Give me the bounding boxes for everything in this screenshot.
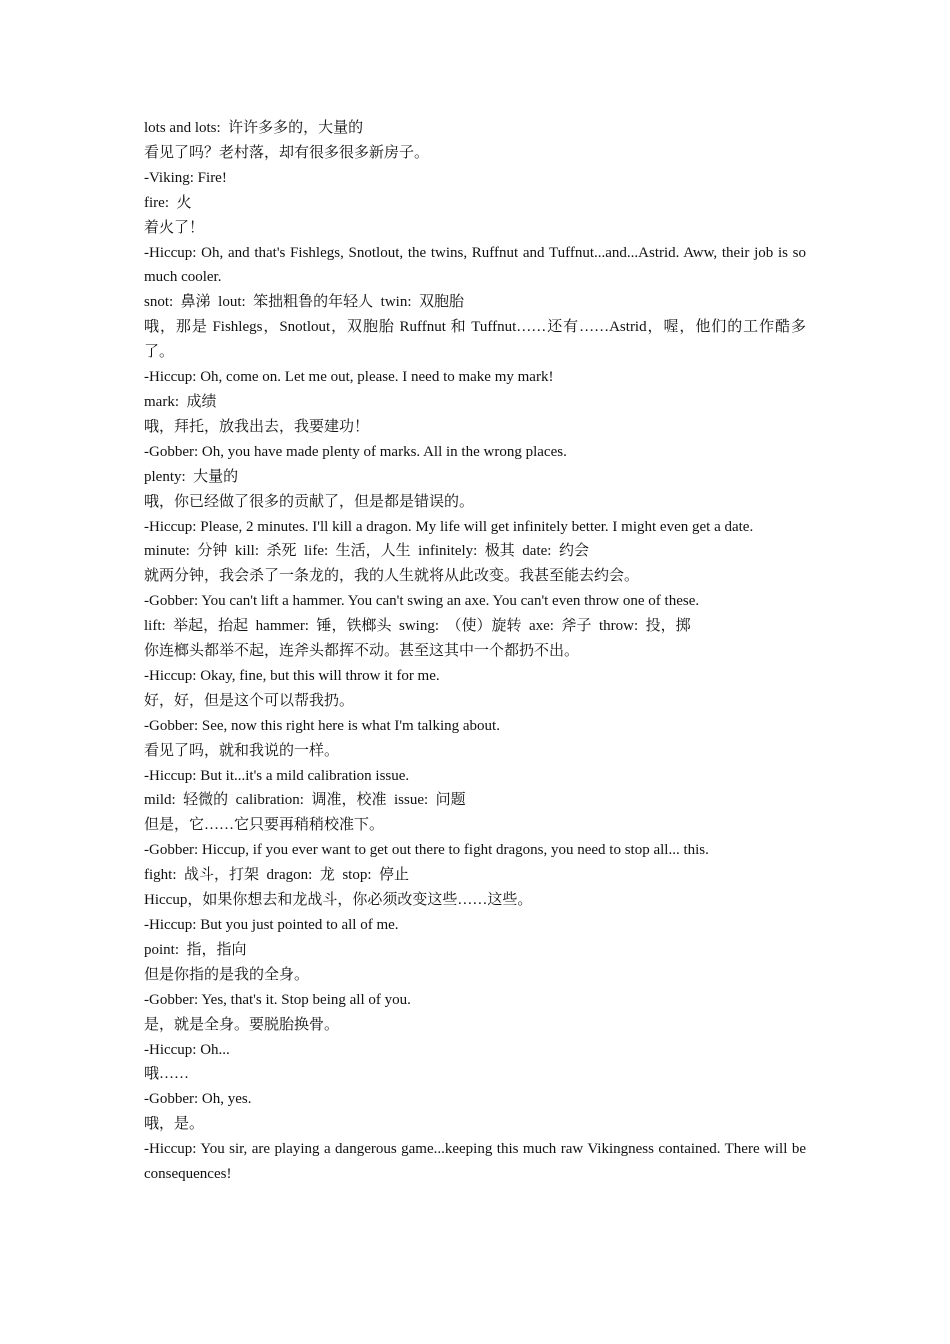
chinese-translation-line: 是，就是全身。要脱胎换骨。	[144, 1016, 340, 1033]
vocab-line: fire: 火	[144, 194, 192, 211]
vocab-line: lift: 举起，抬起 hammer: 锤，铁榔头 swing: （使）旋转 axe: 斧子 throw: 投，掷	[144, 618, 691, 635]
chinese-translation-line: 哦，是。	[144, 1116, 205, 1133]
dialogue-line: -Gobber: Oh, you have made plenty of marks. All in the wrong places.	[144, 443, 567, 460]
chinese-translation-line: 看见了吗？老村落，却有很多很多新房子。	[144, 144, 430, 161]
vocab-line: lots and lots: 许许多多的，大量的	[144, 120, 364, 136]
vocab-line: fight: 战斗，打架 dragon: 龙 stop: 停止	[144, 867, 409, 884]
dialogue-line: -Hiccup: Oh, come on. Let me out, please. I need to make my mark!	[144, 369, 554, 386]
chinese-translation-line: 哦，拜托，放我出去，我要建功！	[144, 418, 370, 435]
chinese-translation-line: 好，好，但是这个可以帮我扔。	[144, 692, 355, 709]
chinese-translation-line: 哦……	[144, 1066, 190, 1083]
chinese-translation-line: 看见了吗，就和我说的一样。	[144, 742, 340, 759]
vocab-line: mild: 轻微的 calibration: 调准，校准 issue: 问题	[144, 792, 466, 809]
dialogue-line: -Gobber: See, now this right here is what I'm talking about.	[144, 717, 500, 734]
chinese-translation-line: 哦，那是 Fishlegs，Snotlout，双胞胎 Ruffnut 和 Tuffnut……还有……Astrid，喔，他们的工作酷多了。	[144, 319, 806, 361]
dialogue-line: -Hiccup: Okay, fine, but this will throw it for me.	[144, 667, 440, 684]
document-body	[144, 116, 810, 1187]
dialogue-line: -Gobber: You can't lift a hammer. You can't swing an axe. You can't even throw one of these.	[144, 593, 700, 610]
chinese-translation-line: 你连榔头都举不起，连斧头都挥不动。甚至这其中一个都扔不出。	[144, 643, 580, 660]
dialogue-line: -Hiccup: Please, 2 minutes. I'll kill a dragon. My life will get infinitely better. I might even get a date.	[144, 518, 754, 535]
vocab-line: minute: 分钟 kill: 杀死 life: 生活，人生 infinitely: 极其 date: 约会	[144, 543, 589, 560]
vocab-line: snot: 鼻涕 lout: 笨拙粗鲁的年轻人 twin: 双胞胎	[144, 294, 465, 311]
dialogue-line: -Hiccup: But you just pointed to all of me.	[144, 917, 399, 933]
dialogue-line: -Gobber: Yes, that's it. Stop being all of you.	[144, 991, 411, 1008]
chinese-translation-line: 着火了！	[144, 219, 205, 236]
chinese-translation-line: 但是你指的是我的全身。	[144, 966, 310, 983]
chinese-translation-line: 但是，它……它只要再稍稍校准下。	[144, 817, 385, 834]
dialogue-line: -Hiccup: You sir, are playing a dangerous game...keeping this much raw Vikingness contained. There will be consequences!	[144, 1141, 810, 1183]
chinese-translation-line: Hiccup，如果你想去和龙战斗，你必须改变这些……这些。	[144, 892, 533, 909]
dialogue-line: -Gobber: Oh, yes.	[144, 1091, 252, 1108]
vocab-line: point: 指，指向	[144, 941, 247, 958]
dialogue-line: -Hiccup: Oh...	[144, 1041, 230, 1058]
dialogue-line: -Viking: Fire!	[144, 169, 227, 186]
chinese-translation-line: 就两分钟，我会杀了一条龙的，我的人生就将从此改变。我甚至能去约会。	[144, 568, 640, 585]
chinese-translation-line: 哦，你已经做了很多的贡献了，但是都是错误的。	[144, 493, 475, 510]
dialogue-line: -Hiccup: Oh, and that's Fishlegs, Snotlout, the twins, Ruffnut and Tuffnut...and...Astrid. Aww, their job is so much cooler.	[144, 244, 810, 286]
vocab-line: plenty: 大量的	[144, 468, 239, 485]
dialogue-line: -Hiccup: But it...it's a mild calibration issue.	[144, 767, 410, 784]
dialogue-line: -Gobber: Hiccup, if you ever want to get out there to fight dragons, you need to stop all... this.	[144, 842, 709, 859]
vocab-line: mark: 成绩	[144, 393, 217, 410]
